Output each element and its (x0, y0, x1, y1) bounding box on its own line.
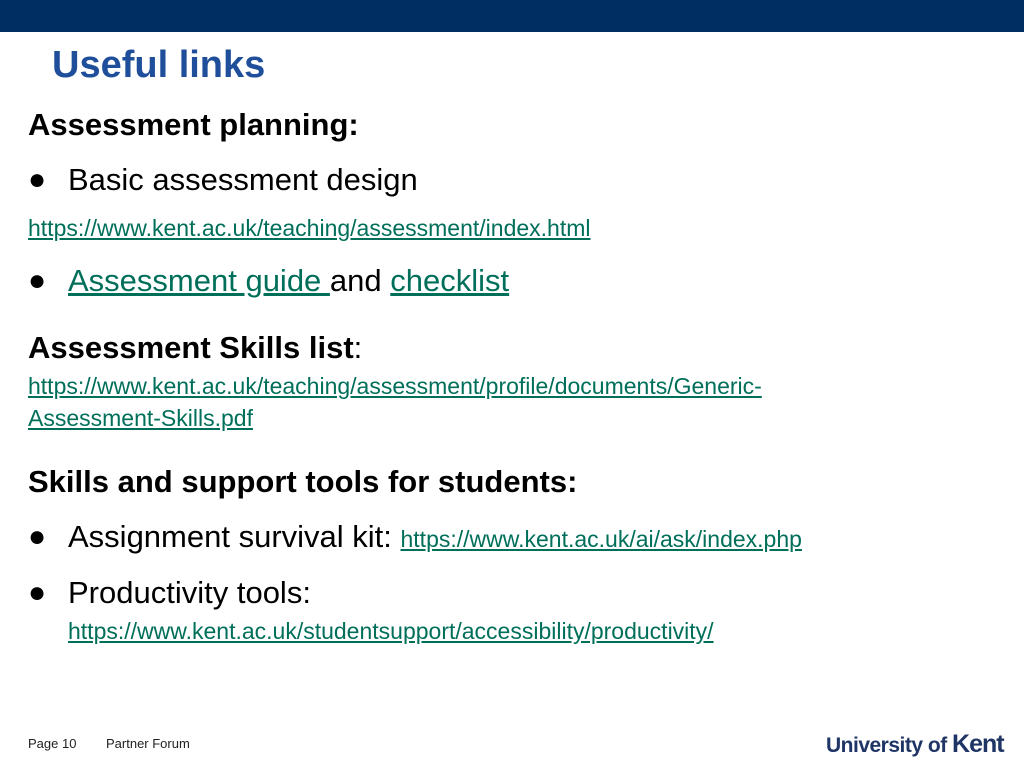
bullet-dot-icon: ● (28, 576, 47, 609)
assessment-index-link[interactable]: https://www.kent.ac.uk/teaching/assessment/index.html (28, 215, 591, 241)
skills-pdf-link-line1[interactable]: https://www.kent.ac.uk/teaching/assessment/profile/documents/Generic- (28, 373, 762, 399)
section-heading-assessment-skills (28, 329, 362, 367)
heading-text: Assessment Skills list (28, 330, 354, 365)
logo-name: Kent (952, 730, 1004, 758)
page-title: Useful links (52, 44, 266, 86)
survival-kit-label: Assignment survival kit: (68, 519, 401, 554)
bullet-dot-icon: ● (28, 163, 47, 196)
skills-pdf-link-line2[interactable]: Assessment-Skills.pdf (28, 405, 253, 431)
footer-forum-label: Partner Forum (106, 736, 190, 751)
university-of-kent-logo (826, 730, 1004, 758)
heading-colon: : (353, 330, 363, 365)
page-number: Page 10 (28, 736, 77, 751)
list-item-label (68, 262, 509, 300)
bullet-dot-icon: ● (28, 264, 47, 297)
list-item-label (68, 518, 802, 558)
and-text: and (329, 263, 391, 298)
section-heading-student-tools: Skills and support tools for students: (28, 464, 578, 499)
list-item-label: Productivity tools: (68, 575, 311, 610)
list-item-label: Basic assessment design (68, 162, 418, 197)
survival-kit-link[interactable]: https://www.kent.ac.uk/ai/ask/index.php (400, 526, 802, 552)
section-heading-assessment-planning: Assessment planning: (28, 107, 359, 142)
productivity-tools-link[interactable]: https://www.kent.ac.uk/studentsupport/accessibility/productivity/ (68, 618, 714, 644)
checklist-link[interactable]: checklist (390, 263, 510, 298)
top-banner (0, 0, 1024, 32)
logo-prefix: University of (826, 734, 953, 757)
bullet-dot-icon: ● (28, 520, 47, 553)
assessment-guide-link[interactable]: Assessment guide (68, 263, 330, 298)
